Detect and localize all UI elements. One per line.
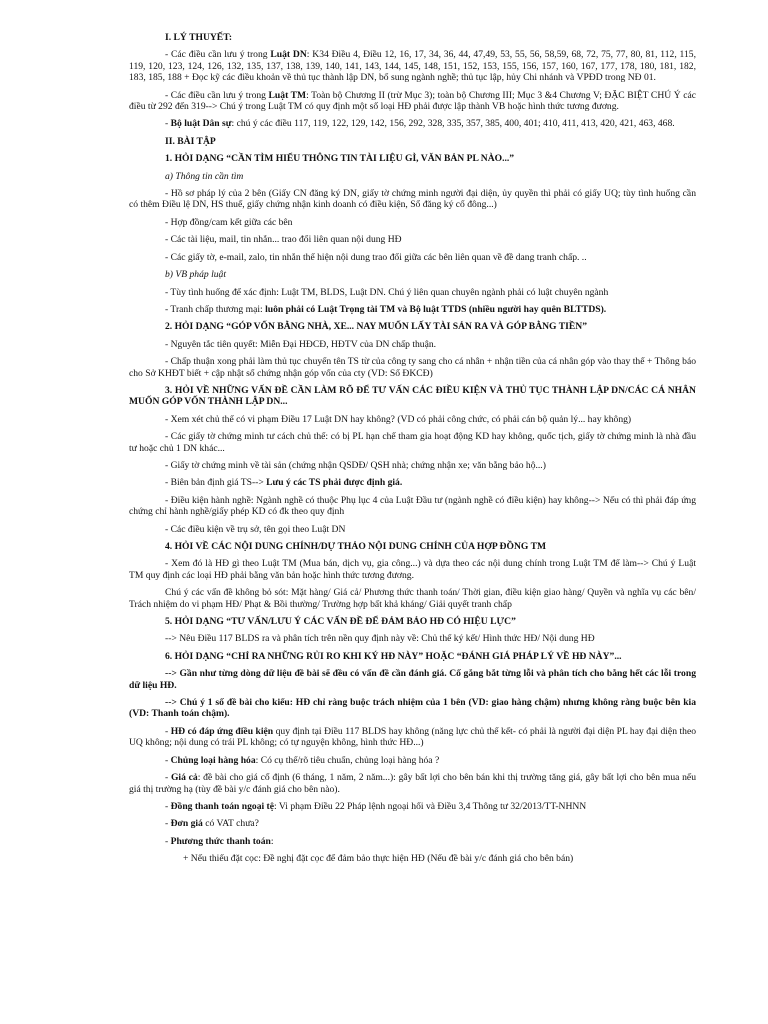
question-6-title: 6. HỎI DẠNG “CHỈ RA NHỮNG RỦI RO KHI KÝ HĐ NÀY” HOẶC “ĐÁNH GIÁ PHÁP LÝ VỀ HĐ NÀY”... (165, 650, 622, 662)
q6-item: - HĐ có đáp ứng điều kiện quy định tại Điều 117 BLDS hay không (năng lực chủ thể kết- có phải là người đại diện PL hay đại diện theo UQ không; nội dung có trái PL không; có tự nguyện không, hình thức HĐ...) (129, 725, 696, 749)
q5-item: --> Nêu Điều 117 BLDS ra và phân tích trên nền quy định này về: Chủ thể ký kết/ Hình thức HĐ/ Nội dung HĐ (165, 633, 595, 645)
q6-subitem: + Nếu thiếu đặt cọc: Đề nghị đặt cọc để đảm bảo thực hiện HĐ (Nếu đề bài y/c đánh giá cho bên bán) (183, 853, 574, 865)
q6-item: - Phương thức thanh toán: (165, 835, 274, 847)
q3-item: - Điều kiện hành nghề: Ngành nghề có thuộc Phụ lục 4 của Luật Đầu tư (ngành nghề có điều kiện) hay không--> Nếu có thì phải đáp ứng chứng chỉ hành nghề/giấy phép KD có đk theo quy định (129, 494, 696, 518)
question-2-title: 2. HỎI DẠNG “GÓP VỐN BẰNG NHÀ, XE... NAY MUỐN LẤY TÀI SẢN RA VÀ GÓP BẰNG TIỀN” (165, 321, 587, 333)
q3-item: - Biên bản định giá TS--> Lưu ý các TS phải được định giá. (165, 477, 403, 489)
q6-item: - Giá cả: đề bài cho giá cố định (6 tháng, 1 năm, 2 năm...): gây bất lợi cho bên bán khi thị trường tăng giá, gây bất lợi cho bên mua nếu giá thị trường hạ (tùy đề bài y/c đánh giá cho bên nào). (129, 772, 696, 795)
q1-subheading-a: a) Thông tin cần tìm (165, 170, 244, 182)
question-1-title: 1. HỎI DẠNG “CẦN TÌM HIỂU THÔNG TIN TÀI LIỆU GÌ, VĂN BẢN PL NÀO...” (165, 153, 515, 165)
q1-item: - Các tài liệu, mail, tin nhắn... trao đổi liên quan nội dung HĐ (165, 234, 402, 246)
section-title-exercises: II. BÀI TẬP (165, 135, 216, 147)
question-3-title: 3. HỎI VỀ NHỮNG VẤN ĐỀ CẦN LÀM RÕ ĐỂ TƯ VẤN CÁC ĐIỀU KIỆN VÀ THỦ TỤC THÀNH LẬP DN/CÁC CÁ NHÂN MUỐN GÓP VỐN THÀNH LẬP DN... (129, 384, 696, 408)
q1-item: - Tranh chấp thương mại: luôn phải có Luật Trọng tài TM và Bộ luật TTDS (nhiều người hay quên BLTTDS). (165, 303, 607, 315)
section-title-theory: I. LÝ THUYẾT: (165, 32, 233, 43)
q6-item: - Đơn giá có VAT chưa? (165, 818, 259, 830)
paragraph-luat-dn: - Các điều cần lưu ý trong Luật DN: K34 Điều 4, Điều 12, 16, 17, 34, 36, 44, 47,49, 53, 55, 56, 58,59, 68, 72, 75, 77, 80, 81, 112, 115, 119, 120, 123, 124, 126, 132, 135, 137, 138, 139, 140, 141, 143, 144, 145, 148, 151, 152, 153, 155, 156, 157, 160, 167, 177, 178, 180, 181, 182, 183, 185, 188 + Đọc kỹ các điều khoản về thủ tục thành lập DN, bổ sung ngành nghề; thủ tục lập, hủy Chi nhánh và VPĐD trong NĐ 01. (129, 49, 696, 84)
q1-item: - Hợp đồng/cam kết giữa các bên (165, 216, 293, 228)
q1-subheading-b: b) VB pháp luật (165, 269, 227, 281)
q2-item: - Nguyên tắc tiên quyết: Miễn Đại HĐCĐ, HĐTV của DN chấp thuận. (165, 338, 437, 350)
q4-item: Chú ý các vấn đề không bỏ sót: Mặt hàng/ Giá cả/ Phương thức thanh toán/ Thời gian, điều kiện giao hàng/ Quyền và nghĩa vụ các bên/ Trách nhiệm do vi phạm HĐ/ Phạt & Bồi thường/ Trường hợp bất khả kháng/ Giải quyết tranh chấp (129, 587, 696, 610)
q1-item: - Các giấy tờ, e-mail, zalo, tin nhắn thể hiện nội dung trao đổi giữa các bên liên quan về đề dang tranh chấp. .. (165, 251, 587, 263)
q2-item: - Chấp thuận xong phải làm thủ tục chuyển tên TS từ của công ty sang cho cá nhân + nhận tiền của cá nhân góp vào thay thế + Thông báo cho Sở KHĐT biết + cập nhật sổ chứng nhận góp vốn của cty (VD: Sổ ĐKCĐ) (129, 356, 696, 379)
q6-item: - Chủng loại hàng hóa: Có cụ thể/rõ tiêu chuẩn, chủng loại hàng hóa ? (165, 754, 440, 766)
q3-item: - Giấy tờ chứng minh về tài sản (chứng nhận QSDĐ/ QSH nhà; chứng nhận xe; văn bằng bảo hộ...) (165, 459, 546, 471)
paragraph-luat-tm: - Các điều cần lưu ý trong Luật TM: Toàn bộ Chương II (trừ Mục 3); toàn bộ Chương III; Mục 3 &4 Chương V; ĐẶC BIỆT CHÚ Ý các điều từ 292 đến 319--> Chú ý trong Luật TM có quy định một số loại HĐ phải được lập thành VB hoặc hình thức tương đương. (129, 89, 696, 113)
q6-item: --> Chú ý 1 số đề bài cho kiểu: HĐ chỉ ràng buộc trách nhiệm của 1 bên (VD: giao hàng chậm) nhưng không ràng buộc bên kia (VD: Thanh toán chậm). (129, 697, 696, 720)
paragraph-blds: - Bộ luật Dân sự: chú ý các điều 117, 119, 122, 129, 142, 156, 292, 328, 335, 357, 385, 400, 401; 410, 411, 413, 420, 421, 463, 468. (165, 118, 675, 130)
q4-item: - Xem đó là HĐ gì theo Luật TM (Mua bán, dịch vụ, gia công...) và dựa theo các nội dung chính trong Luật TM để làm--> Chú ý Luật TM quy định các loại HĐ phải bằng văn bản hoặc hình thức tương đương. (129, 558, 696, 581)
q3-item: - Xem xét chủ thể có vi phạm Điều 17 Luật DN hay không? (VD có phải công chức, có phải cán bộ quản lý... hay không) (165, 413, 632, 425)
q3-item: - Các giấy tờ chứng minh tư cách chủ thể: có bị PL hạn chế tham gia hoạt động KD hay không, quốc tịch, giấy tờ chứng minh là nhà đầu tư hoặc chủ 1 DN khác... (129, 431, 696, 454)
q6-item: - Đồng thanh toán ngoại tệ: Vi phạm Điều 22 Pháp lệnh ngoại hối và Điều 3,4 Thông tư 32/2013/TT-NHNN (165, 800, 587, 812)
q3-item: - Các điều kiện về trụ sở, tên gọi theo Luật DN (165, 523, 346, 535)
q1-item: - Hồ sơ pháp lý của 2 bên (Giấy CN đăng ký DN, giấy tờ chứng minh người đại diện, ủy quyền thì phải có giấy UQ; tùy tình huống cần có thêm Điều lệ DN, HS thuế, giấy chứng nhận kinh doanh có điều kiện, Sổ đăng ký cổ đông...) (129, 188, 696, 211)
q6-item: --> Gần như từng dòng dữ liệu đề bài sẽ đều có vấn đề cần đánh giá. Cố gắng bắt từng lỗi và phân tích cho bằng hết các lỗi trong dữ liệu HĐ. (129, 668, 696, 691)
question-5-title: 5. HỎI DẠNG “TƯ VẤN/LƯU Ý CÁC VẤN ĐỀ ĐỂ ĐẢM BẢO HĐ CÓ HIỆU LỰC” (165, 616, 516, 628)
q1-item: - Tùy tình huống để xác định: Luật TM, BLDS, Luật DN. Chú ý liên quan chuyên ngành phải có luật chuyên ngành (165, 286, 609, 298)
question-4-title: 4. HỎI VỀ CÁC NỘI DUNG CHÍNH/DỰ THẢO NỘI DUNG CHÍNH CỦA HỢP ĐỒNG TM (165, 541, 547, 552)
